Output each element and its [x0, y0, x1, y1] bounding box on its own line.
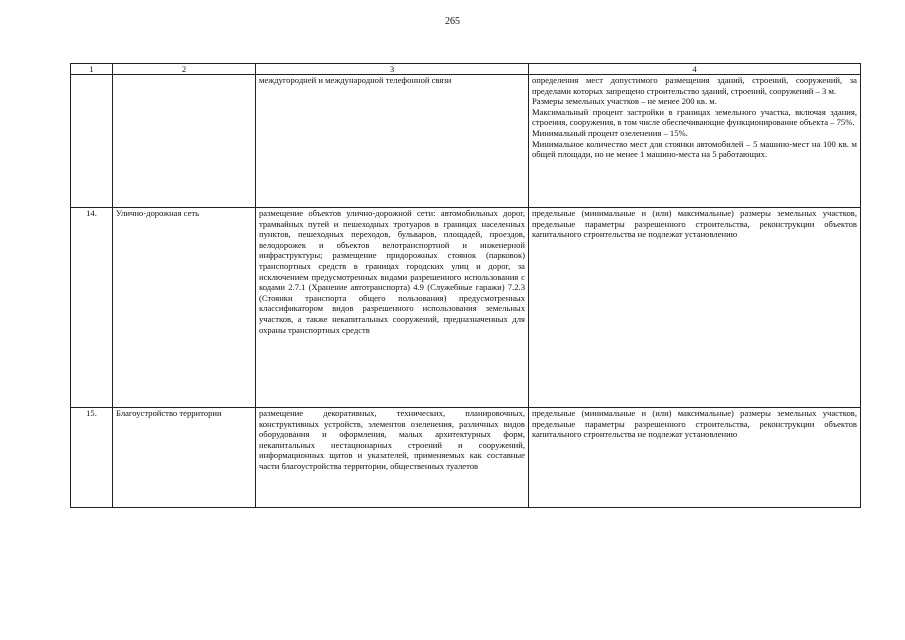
column-number-header-row	[71, 64, 861, 75]
table-row	[71, 75, 861, 208]
parameters-cell	[529, 75, 861, 208]
regulations-table	[70, 63, 861, 508]
parameter-text: предельные (минимальные и (или) максимальные) размеры земельных участков, предельные параметры разрешенного строительства, реконструкции объектов капитального строительства не подлежат установлению	[532, 408, 857, 440]
parameters-cell	[529, 408, 861, 508]
use-name: Благоустройство территории	[113, 408, 256, 508]
parameter-text: предельные (минимальные и (или) максимальные) размеры земельных участков, предельные параметры разрешенного строительства, реконструкции объектов капитального строительства не подлежат установлению	[532, 208, 857, 240]
parameter-text: Размеры земельных участков – не менее 200 кв. м.	[532, 96, 717, 107]
use-description: размещение объектов улично-дорожной сети: автомобильных дорог, трамвайных путей и пешеходных тротуаров в границах населенных пунктов, пешеходных переходов, бульваров, площадей, проездов, велодорожек и объектов велотранспортной и инженерной инфраструктуры; размещение придорожных стоянок (парковок) транспортных средств в границах городских улиц и дорог, за исключением предусмотренных видами разрешенного использования с кодами 2.7.1 (Хранение автотранспорта) 4.9 (Служебные гаражи) 7.2.3 (Стоянки транспорта общего пользования) предусмотренных классификатором видов разрешенного использования земельных участков, а также некапитальных сооружений, предназначенных для охраны транспортных средств	[256, 208, 529, 408]
use-name: Улично-дорожная сеть	[113, 208, 256, 408]
column-number-1: 1	[71, 64, 113, 75]
column-number-2: 2	[113, 64, 256, 75]
use-description: междугородней и международной телефонной связи	[256, 75, 529, 208]
use-name	[113, 75, 256, 208]
row-number: 14.	[71, 208, 113, 408]
column-number-3: 3	[256, 64, 529, 75]
use-description: размещение декоративных, технических, планировочных, конструктивных устройств, элементов озеленения, различных видов оборудования и оформления, малых архитектурных форм, некапитальных нестационарных строений и сооружений, информационных щитов и указателей, применяемых как составные части благоустройства территории, общественных туалетов	[256, 408, 529, 508]
parameter-text: определения мест допустимого размещения зданий, строений, сооружений, за пределами которых запрещено строительство зданий, строений, сооружений – 3 м.	[532, 75, 857, 96]
table-row	[71, 208, 861, 408]
parameter-text: Минимальный процент озеленения – 15%.	[532, 127, 688, 138]
column-number-4: 4	[529, 64, 861, 75]
page-number: 265	[445, 16, 460, 27]
parameters-cell	[529, 208, 861, 408]
row-number	[71, 75, 113, 208]
parameter-text: Максимальный процент застройки в границах земельного участка, включая здания, строения, сооружения, в том числе обеспечивающие функционирование объекта – 75%.	[532, 106, 857, 128]
parameter-text: Минимальное количество мест для стоянки автомобилей – 5 машино-мест на 100 кв. м общей площади, но не менее 1 машино-места на 5 работающих.	[532, 138, 857, 160]
table-row	[71, 408, 861, 508]
row-number: 15.	[71, 408, 113, 508]
